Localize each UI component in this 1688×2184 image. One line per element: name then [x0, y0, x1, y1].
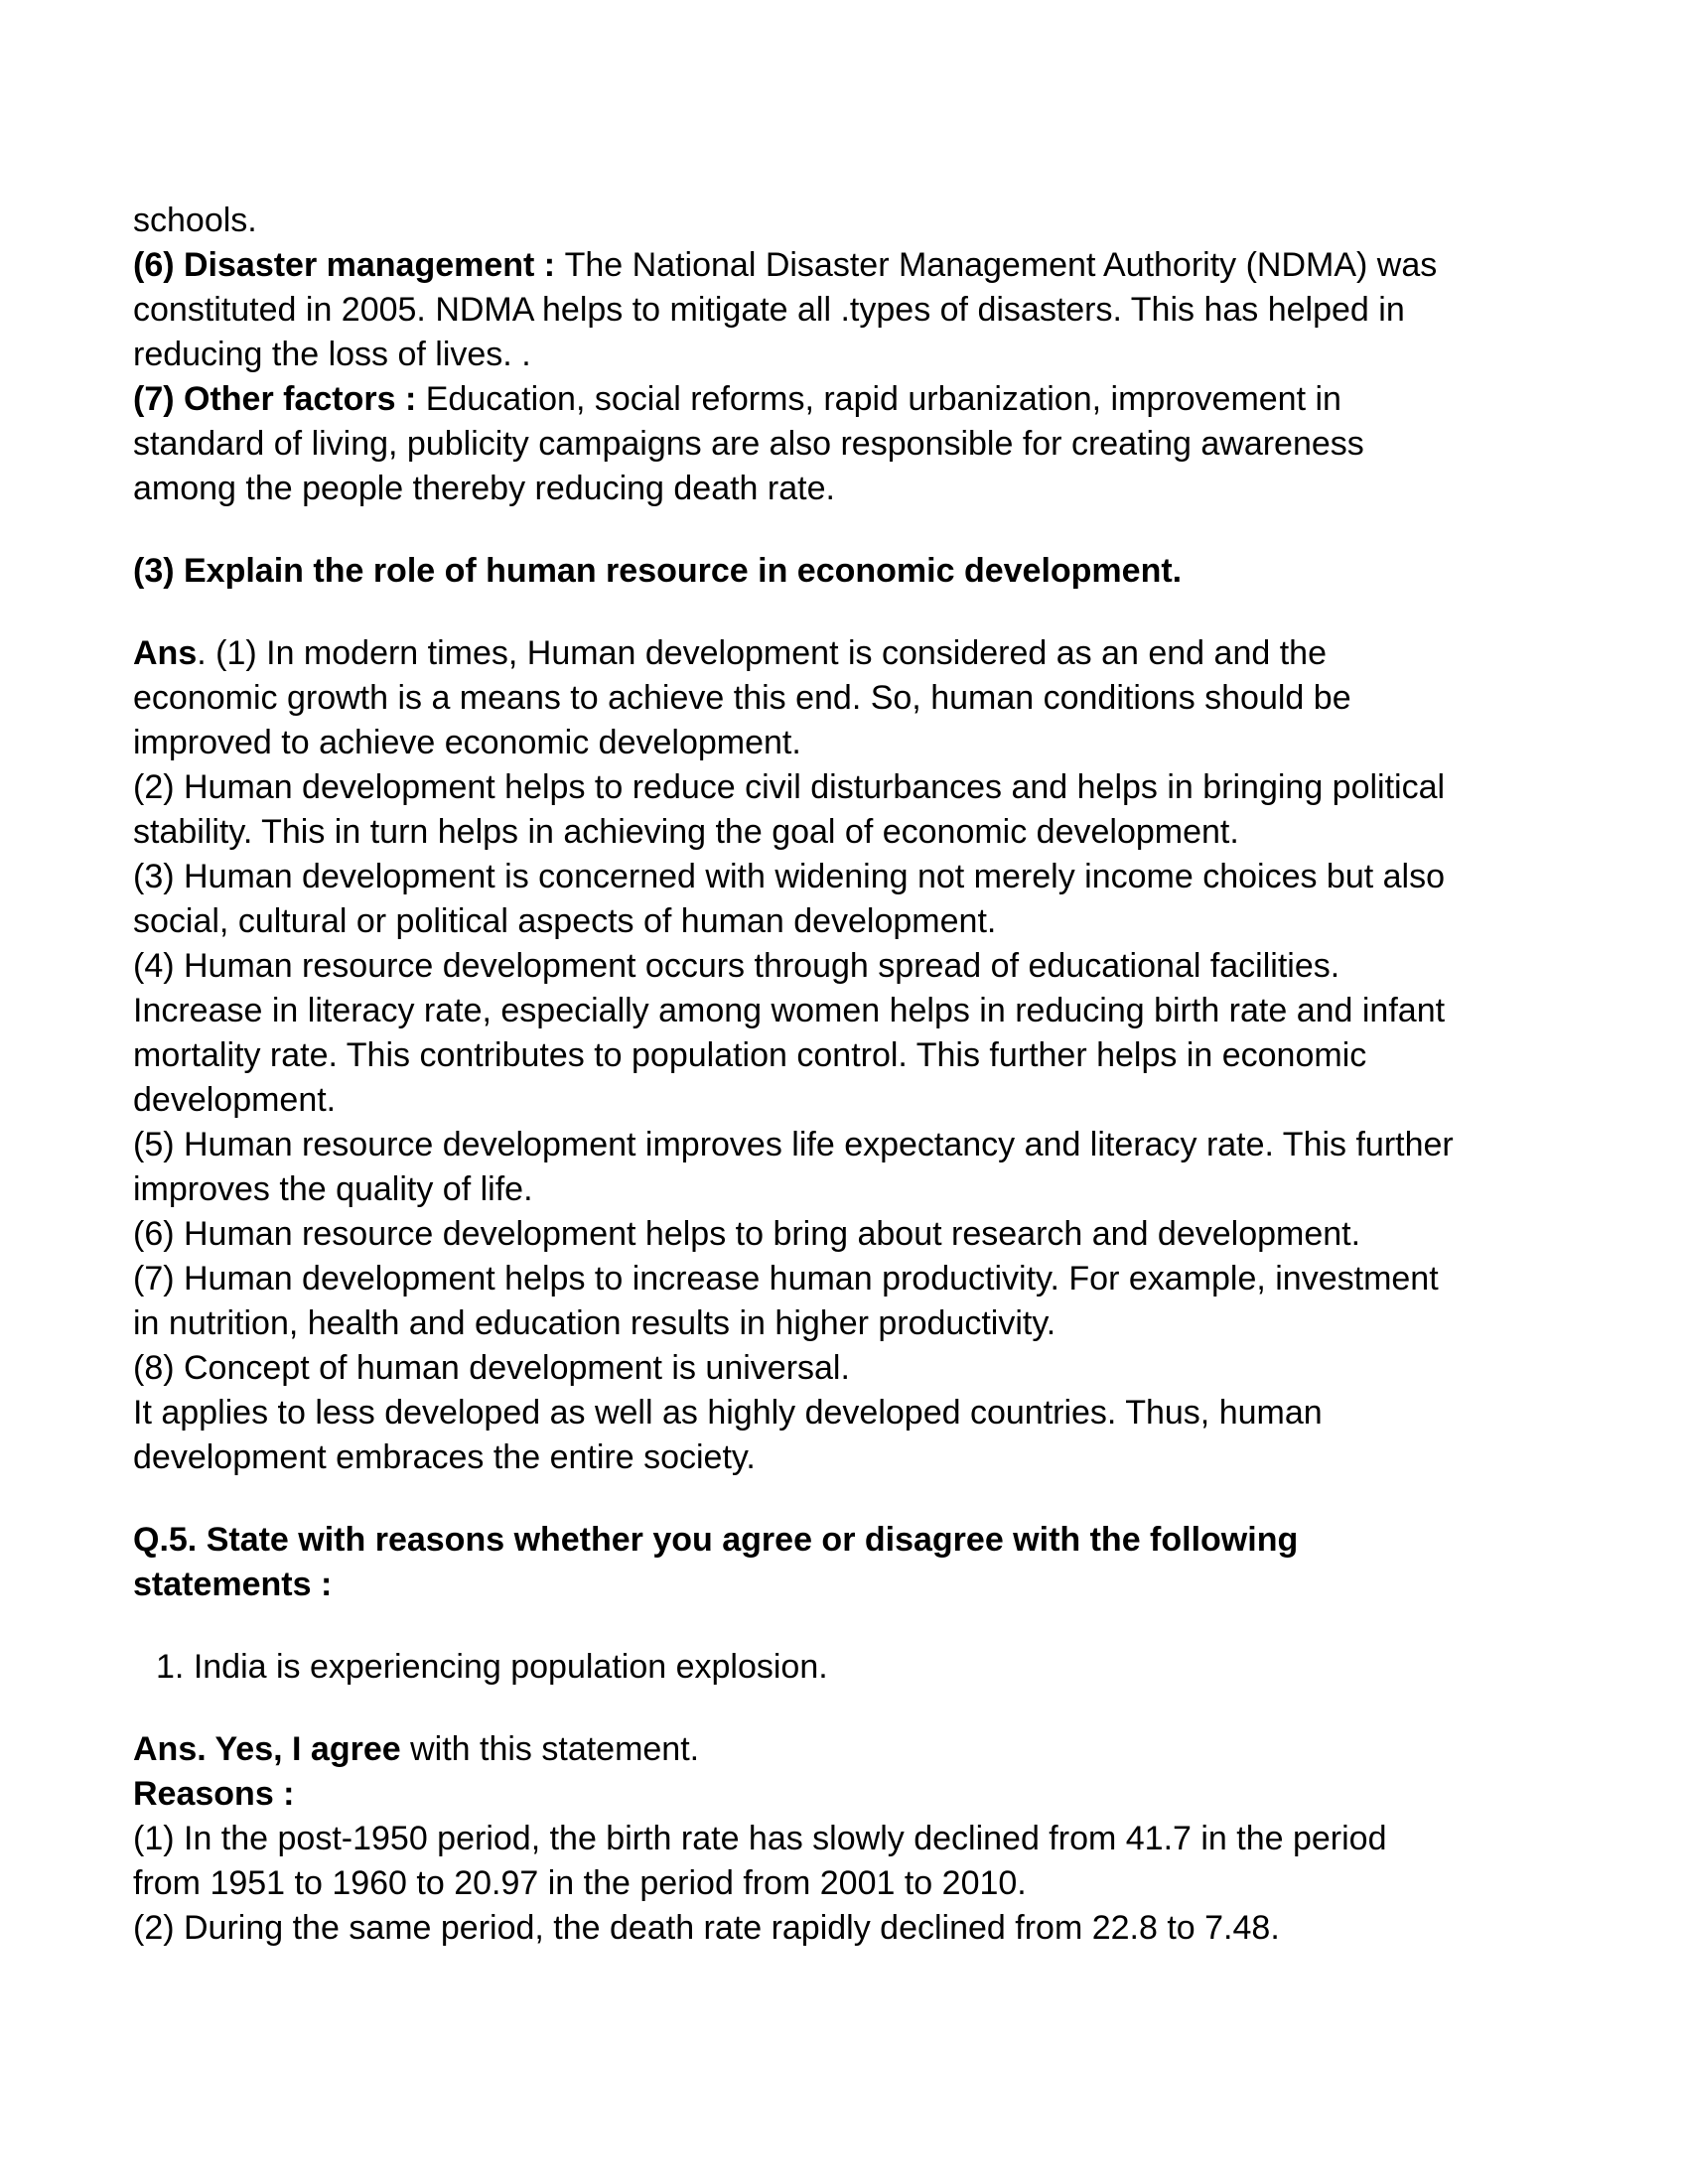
text-run: Increase in literacy rate, especially among women helps in reducing birth rate and infant	[133, 992, 1446, 1029]
text-line	[133, 676, 1599, 721]
bold-text-run: (3) Explain the role of human resource in economic development.	[133, 552, 1183, 590]
text-run: mortality rate. This contributes to population control. This further helps in economic	[133, 1036, 1367, 1074]
text-line	[133, 1346, 1599, 1391]
text-line	[133, 288, 1599, 333]
paragraph-answer-q5	[133, 1727, 1599, 1951]
text-line	[133, 422, 1599, 467]
text-run: development embraces the entire society.	[133, 1438, 756, 1476]
text-run: (5) Human resource development improves life expectancy and literacy rate. This further	[133, 1126, 1454, 1163]
text-run: among the people thereby reducing death rate.	[133, 470, 835, 507]
text-line	[133, 199, 1599, 243]
text-line	[133, 243, 1599, 288]
text-line	[133, 721, 1599, 765]
text-line	[133, 1645, 1599, 1690]
text-line	[133, 1435, 1599, 1480]
text-run: improves the quality of life.	[133, 1170, 533, 1208]
text-line	[133, 1772, 1599, 1817]
heading-question-5	[133, 1518, 1599, 1607]
text-run: constituted in 2005. NDMA helps to mitigate all .types of disasters. This has helped in	[133, 291, 1405, 329]
text-run: (1) In the post-1950 period, the birth rate has slowly declined from 41.7 in the period	[133, 1820, 1387, 1857]
text-run: stability. This in turn helps in achieving the goal of economic development.	[133, 813, 1239, 851]
text-line	[133, 1906, 1599, 1951]
bold-text-run: Ans	[133, 634, 198, 672]
text-run: economic growth is a means to achieve this end. So, human conditions should be	[133, 679, 1351, 717]
bold-text-run: statements :	[133, 1566, 333, 1603]
text-line	[133, 631, 1599, 676]
text-line	[133, 377, 1599, 422]
list-item-number: 1.	[156, 1648, 185, 1686]
text-line	[133, 1301, 1599, 1346]
text-line	[133, 810, 1599, 855]
text-line	[133, 1727, 1599, 1772]
text-line	[133, 1212, 1599, 1257]
text-run: (4) Human resource development occurs through spread of educational facilities.	[133, 947, 1340, 985]
text-line	[133, 899, 1599, 944]
text-line	[133, 944, 1599, 989]
text-line	[133, 467, 1599, 511]
text-run: (3) Human development is concerned with widening not merely income choices but also	[133, 858, 1446, 895]
text-run: improved to achieve economic development.	[133, 724, 801, 761]
text-line	[133, 1033, 1599, 1078]
text-run: development.	[133, 1081, 337, 1119]
text-run: (6) Human resource development helps to bring about research and development.	[133, 1215, 1361, 1253]
text-line	[133, 1518, 1599, 1563]
list-item-statement-1	[133, 1645, 1599, 1690]
text-line	[133, 989, 1599, 1033]
text-line	[133, 1257, 1599, 1301]
bold-text-run: Ans. Yes, I agree	[133, 1730, 401, 1768]
text-line	[133, 1391, 1599, 1435]
text-run: Education, social reforms, rapid urbanization, improvement in	[425, 380, 1341, 418]
text-line	[133, 1167, 1599, 1212]
bold-text-run: Reasons :	[133, 1775, 295, 1813]
text-line	[133, 1563, 1599, 1607]
text-run: India is experiencing population explosion.	[193, 1648, 828, 1686]
text-line	[133, 1078, 1599, 1123]
text-run: reducing the loss of lives. .	[133, 336, 531, 373]
text-line	[133, 765, 1599, 810]
text-run: standard of living, publicity campaigns are also responsible for creating awareness	[133, 425, 1364, 463]
text-run: social, cultural or political aspects of human development.	[133, 902, 997, 940]
text-line	[133, 855, 1599, 899]
text-run: (2) During the same period, the death rate rapidly declined from 22.8 to 7.48.	[133, 1909, 1280, 1947]
text-run: . (1) In modern times, Human development is considered as an end and the	[197, 634, 1327, 672]
heading-question-3	[133, 549, 1599, 594]
text-run: (7) Human development helps to increase human productivity. For example, investment	[133, 1260, 1439, 1297]
paragraph-answer-q3	[133, 631, 1599, 1480]
text-run: in nutrition, health and education results in higher productivity.	[133, 1304, 1056, 1342]
text-run: It applies to less developed as well as highly developed countries. Thus, human	[133, 1394, 1323, 1432]
text-run: with this statement.	[400, 1730, 700, 1768]
bold-text-run: Q.5. State with reasons whether you agree or disagree with the following	[133, 1521, 1299, 1559]
text-run: from 1951 to 1960 to 20.97 in the period from 2001 to 2010.	[133, 1864, 1027, 1902]
text-line	[133, 1123, 1599, 1167]
text-run: (2) Human development helps to reduce civil disturbances and helps in bringing political	[133, 768, 1446, 806]
text-line	[133, 1817, 1599, 1861]
paragraph-death-rate-factors	[133, 199, 1599, 511]
text-run: schools.	[133, 202, 257, 239]
text-line	[133, 333, 1599, 377]
text-line	[133, 549, 1599, 594]
bold-text-run: (6) Disaster management :	[133, 246, 565, 284]
text-line	[133, 1861, 1599, 1906]
bold-text-run: (7) Other factors :	[133, 380, 426, 418]
text-run: (8) Concept of human development is universal.	[133, 1349, 850, 1387]
text-run: The National Disaster Management Authority (NDMA) was	[564, 246, 1438, 284]
